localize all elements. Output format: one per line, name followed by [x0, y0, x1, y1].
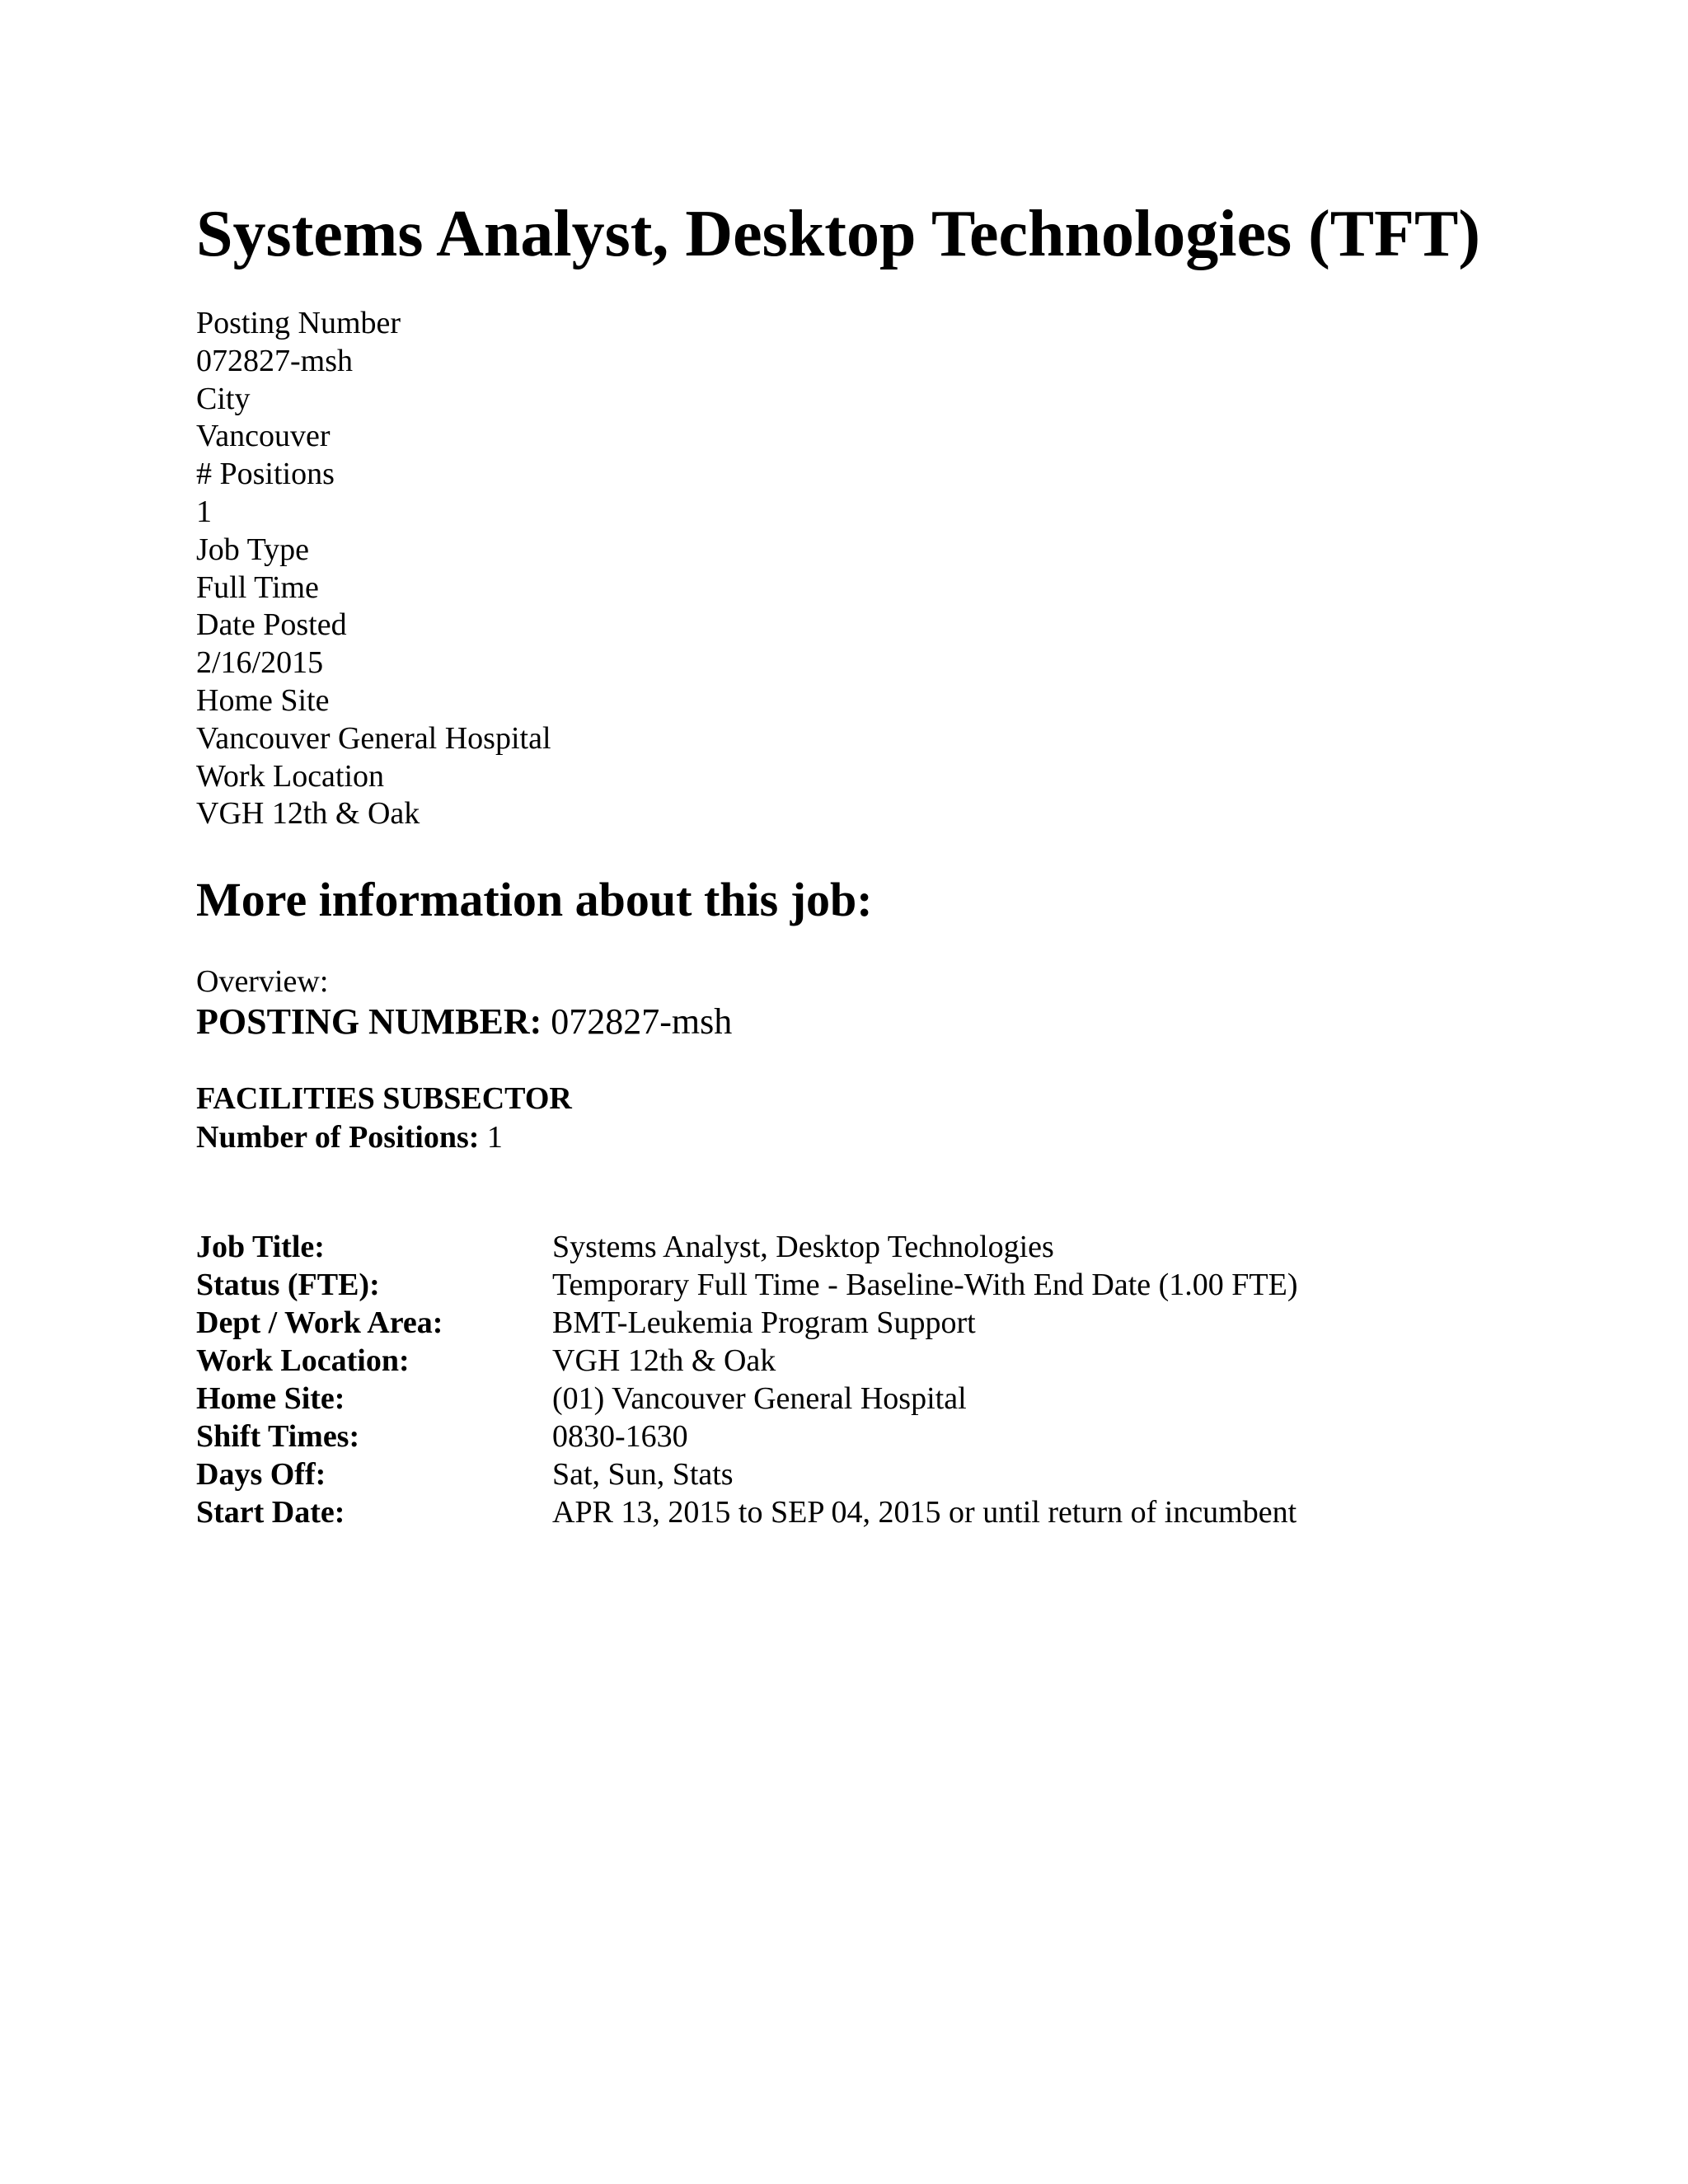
detail-value: 0830-1630 [552, 1419, 688, 1454]
summary-value: 2/16/2015 [196, 645, 324, 681]
summary-label: Job Type [196, 532, 310, 567]
detail-label: Job Title: [196, 1230, 325, 1264]
detail-value: Temporary Full Time - Baseline-With End Date (1.00 FTE) [552, 1268, 1298, 1302]
summary-label: # Positions [196, 457, 335, 492]
detail-label: Start Date: [196, 1495, 345, 1530]
detail-label: Home Site: [196, 1381, 345, 1416]
detail-value: Systems Analyst, Desktop Technologies [552, 1230, 1054, 1264]
overview-label: Overview: [196, 964, 329, 999]
summary-value: Full Time [196, 569, 319, 605]
summary-value: 1 [196, 494, 212, 529]
summary-label: Work Location [196, 758, 385, 794]
summary-value: Vancouver General Hospital [196, 720, 551, 756]
summary-label: Date Posted [196, 607, 347, 643]
subsector-label: FACILITIES SUBSECTOR [196, 1081, 572, 1116]
detail-label: Shift Times: [196, 1419, 360, 1454]
summary-label: Home Site [196, 682, 330, 718]
summary-value: VGH 12th & Oak [196, 796, 420, 832]
posting-number-value: 072827-msh [551, 1001, 733, 1042]
posting-number-line [196, 999, 732, 1045]
number-of-positions-value: 1 [486, 1120, 503, 1155]
summary-value: Vancouver [196, 419, 331, 454]
number-of-positions-label: Number of Positions: [196, 1120, 480, 1155]
summary-label: Posting Number [196, 306, 401, 340]
detail-label: Status (FTE): [196, 1268, 380, 1302]
detail-value: APR 13, 2015 to SEP 04, 2015 or until return of incumbent [552, 1495, 1297, 1530]
posting-number-label: POSTING NUMBER: [196, 1001, 542, 1042]
detail-value: VGH 12th & Oak [552, 1343, 776, 1378]
number-of-positions-line [196, 1118, 503, 1156]
job-summary [196, 305, 551, 833]
detail-value: BMT-Leukemia Program Support [552, 1305, 976, 1340]
detail-label: Work Location: [196, 1343, 410, 1378]
more-info-heading: More information about this job: [196, 873, 873, 926]
detail-label: Days Off: [196, 1457, 326, 1492]
detail-value: Sat, Sun, Stats [552, 1457, 734, 1492]
summary-value: 072827-msh [196, 343, 353, 378]
detail-label: Dept / Work Area: [196, 1305, 443, 1340]
detail-value: (01) Vancouver General Hospital [552, 1381, 967, 1416]
page-title: Systems Analyst, Desktop Technologies (TFT) [196, 198, 1480, 270]
summary-label: City [196, 381, 251, 416]
